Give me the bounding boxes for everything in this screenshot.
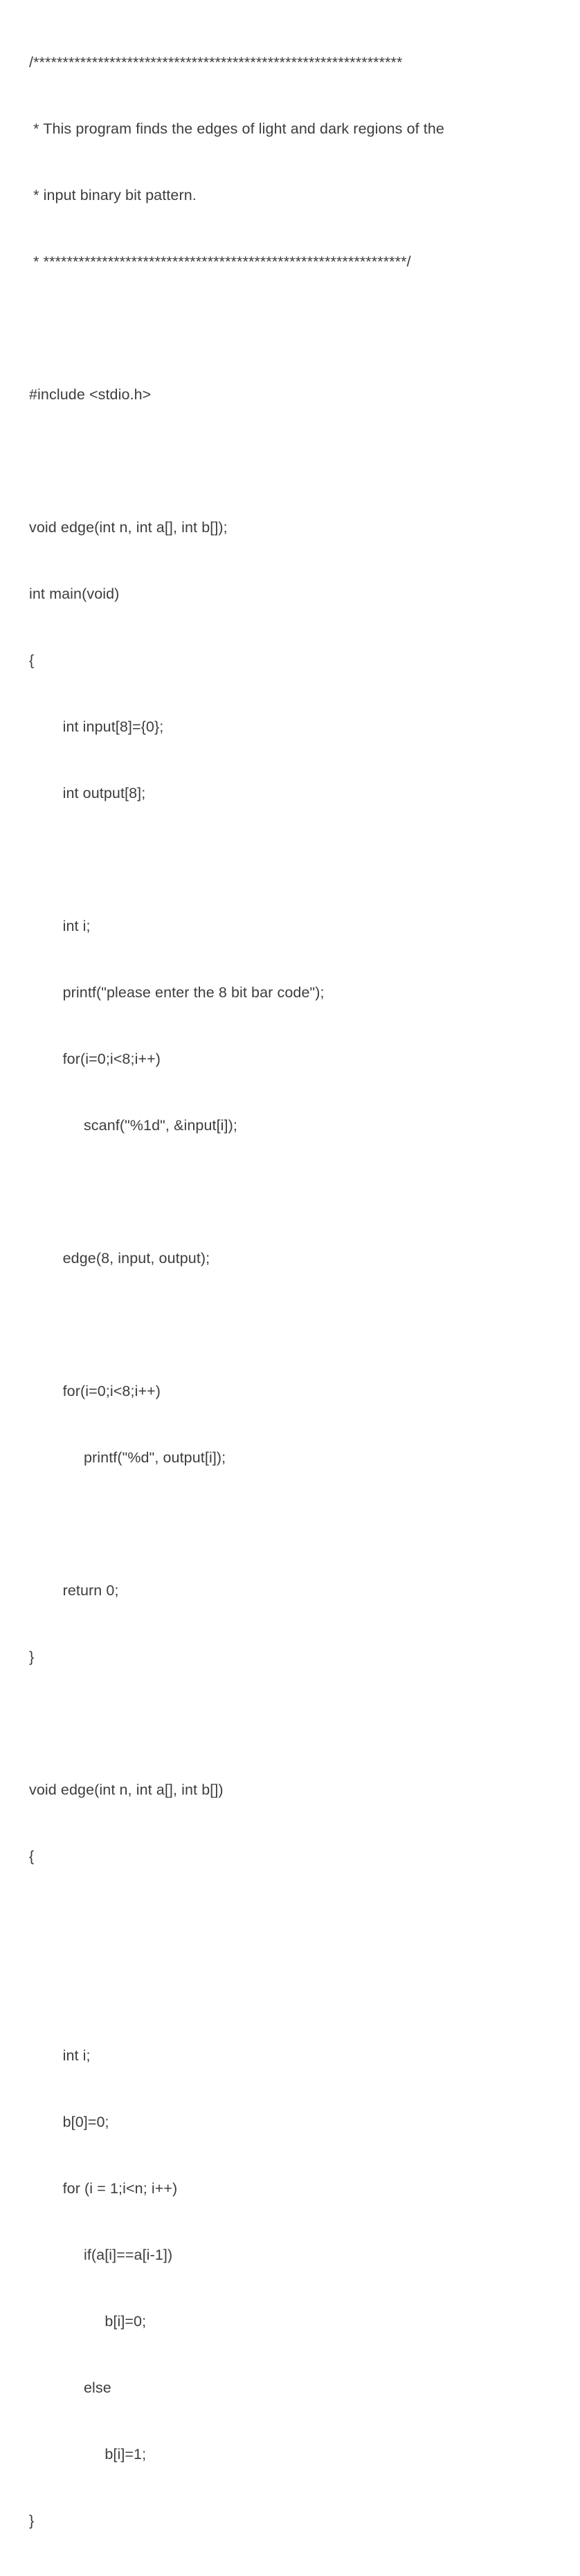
code-line: int i; [29,2047,91,2064]
code-line: * **************************************************************/ [29,253,411,270]
code-line: printf("please enter the 8 bit bar code"); [29,984,325,1001]
code-line: * This program finds the edges of light and dark regions of the [29,120,444,137]
code-line: else [29,2379,111,2396]
code-line: printf("%d", output[i]); [29,1449,226,1466]
code-line: edge(8, input, output); [29,1250,210,1267]
code-listing [29,7,552,2576]
code-line: b[i]=1; [29,2446,147,2462]
code-line: scanf("%1d", &input[i]); [29,1117,237,1134]
code-line: if(a[i]==a[i-1]) [29,2247,173,2263]
code-line-blank [29,1712,552,1734]
code-line: b[i]=0; [29,2313,147,2330]
code-line: #include <stdio.h> [29,386,152,403]
code-line: for(i=0;i<8;i++) [29,1383,161,1399]
code-line: return 0; [29,1582,119,1599]
code-line: { [29,652,35,669]
code-line-blank [29,849,552,871]
code-line: void edge(int n, int a[], int b[]) [29,1781,224,1798]
code-line: int output[8]; [29,785,146,801]
code-line: void edge(int n, int a[], int b[]); [29,519,228,536]
code-line-blank [29,1513,552,1535]
code-line-blank [29,450,552,472]
code-line: /*************************************************************** [29,54,403,71]
code-line: } [29,2512,35,2529]
code-line-blank [29,1912,552,1934]
code-line: int i; [29,918,91,934]
code-line: int input[8]={0}; [29,718,164,735]
code-line-blank [29,1314,552,1336]
code-line: int main(void) [29,586,120,602]
code-line: * input binary bit pattern. [29,187,197,203]
code-line-blank [29,317,552,339]
code-line: { [29,1848,35,1865]
code-line: } [29,1649,35,1665]
code-line-blank [29,1978,552,2000]
code-line-blank [29,1181,552,1203]
code-line: b[0]=0; [29,2114,109,2130]
code-line: for(i=0;i<8;i++) [29,1051,161,1067]
code-line: for (i = 1;i<n; i++) [29,2180,178,2197]
